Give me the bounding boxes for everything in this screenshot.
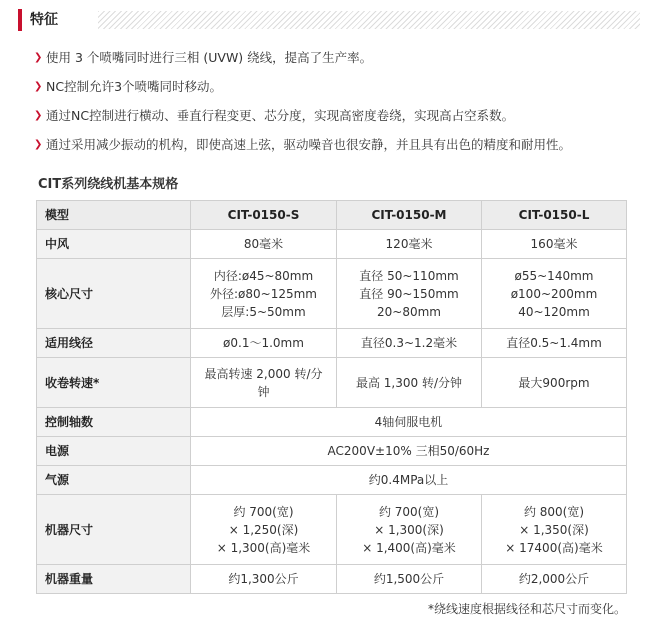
table-row [37,259,627,329]
feature-list [34,48,634,164]
cell-line: × 1,300(高)毫米 [216,540,311,555]
row-label-center: 中风 [37,230,191,259]
cell-line: ø55~140mm [514,268,594,283]
chevron-right-icon: ❯ [34,52,43,63]
table-cell [191,358,337,408]
row-label-core: 核心尺寸 [37,259,191,329]
model-name: CIT-0150-S [191,201,337,230]
cell-line: 约 800(宽) [523,504,585,519]
cell-line: 钟 [257,384,270,399]
spec-table [36,200,627,594]
table-cell: 最大900rpm [482,358,627,408]
row-label-power: 电源 [37,437,191,466]
cell-line: ø100~200mm [510,286,598,301]
table-cell: ø0.1～1.0mm [191,329,337,358]
cell-line: 约 700(宽) [233,504,294,519]
table-cell [191,259,337,329]
feature-item [34,106,634,135]
model-name: CIT-0150-M [337,201,482,230]
cell-line: 约 700(宽) [378,504,440,519]
table-cell: 最高 1,300 转/分钟 [337,358,482,408]
table-cell [482,259,627,329]
table-cell: 约0.4MPa以上 [191,466,627,495]
feature-text: 使用 3 个喷嘴同时进行三相 (UVW) 绕线，提高了生产率。 [46,50,373,65]
table-header-row [37,201,627,230]
table-row [37,230,627,259]
table-cell [191,495,337,565]
cell-line: 最高转速 2,000 转/分 [204,366,323,381]
chevron-right-icon: ❯ [34,139,43,150]
cell-line: 直径 50~110mm [359,268,459,283]
feature-text: 通过NC控制进行横动、垂直行程变更、芯分度，实现高密度卷绕，实现高占空系数。 [46,108,515,123]
row-label-model: 模型 [37,201,191,230]
table-row [37,437,627,466]
table-row [37,495,627,565]
cell-line: 内径:ø45~80mm [213,268,314,283]
cell-line: × 1,400(高)毫米 [362,540,456,555]
table-cell: 4轴伺服电机 [191,408,627,437]
cell-line: × 1,300(深) [374,522,444,537]
chevron-right-icon: ❯ [34,110,43,121]
cell-line: 层厚:5~50mm [221,304,306,319]
cell-line: × 1,250(深) [228,522,299,537]
chevron-right-icon: ❯ [34,81,43,92]
section-hatch-decoration [98,11,640,29]
cell-line: 40~120mm [518,304,590,319]
feature-text: 通过采用减少振动的机构，即使高速上弦，驱动噪音也很安静，并且具有出色的精度和耐用性。 [46,137,572,152]
feature-item [34,135,634,164]
section-header [18,7,640,33]
row-label-wire: 适用线径 [37,329,191,358]
feature-item [34,48,634,77]
table-cell [337,495,482,565]
table-cell: 约1,300公斤 [191,565,337,594]
cell-line: 外径:ø80~125mm [210,286,317,301]
table-cell: AC200V±10% 三相50/60Hz [191,437,627,466]
cell-line: 直径 90~150mm [359,286,459,301]
feature-item [34,77,634,106]
table-row [37,565,627,594]
model-name: CIT-0150-L [482,201,627,230]
cell-line: × 1,350(深) [519,522,589,537]
section-accent-bar [18,9,22,31]
cell-line: × 17400(高)毫米 [505,540,603,555]
table-cell: 约1,500公斤 [337,565,482,594]
row-label-weight: 机器重量 [37,565,191,594]
row-label-axes: 控制轴数 [37,408,191,437]
footnote: *绕线速度根据线径和芯尺寸而变化。 [427,602,626,616]
table-row [37,329,627,358]
table-row [37,358,627,408]
table-row [37,466,627,495]
table-cell: 直径0.3~1.2毫米 [337,329,482,358]
table-cell [337,259,482,329]
spec-title: CIT系列绕线机基本规格 [38,177,179,192]
table-cell: 160毫米 [482,230,627,259]
row-label-size: 机器尺寸 [37,495,191,565]
section-title: 特征 [30,12,58,28]
table-cell: 约2,000公斤 [482,565,627,594]
table-cell: 120毫米 [337,230,482,259]
row-label-speed: 收卷转速* [37,358,191,408]
table-cell [482,495,627,565]
row-label-air: 气源 [37,466,191,495]
feature-text: NC控制允许3个喷嘴同时移动。 [46,79,223,94]
table-cell: 80毫米 [191,230,337,259]
table-row [37,408,627,437]
cell-line: 20~80mm [377,304,441,319]
table-cell: 直径0.5~1.4mm [482,329,627,358]
